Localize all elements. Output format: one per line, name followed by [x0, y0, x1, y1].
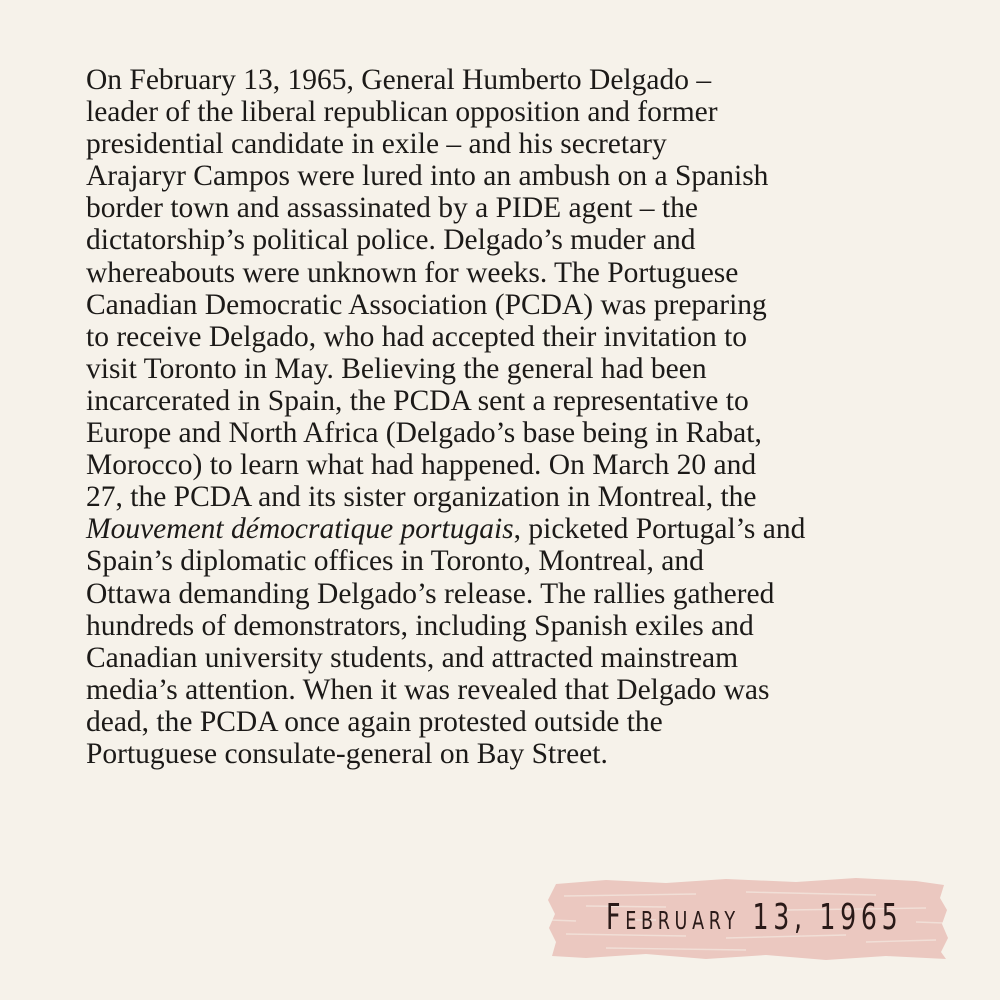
text-line: Portuguese consulate-general on Bay Street.: [86, 737, 608, 770]
text-line: to receive Delgado, who had accepted their invitation to: [86, 320, 748, 353]
text-line: Canadian university students, and attracted mainstream: [86, 641, 739, 674]
text-line: visit Toronto in May. Believing the general had been: [86, 352, 707, 385]
text-line: Europe and North Africa (Delgado’s base being in Rabat,: [86, 417, 762, 450]
text-line: Ottawa demanding Delgado’s release. The rallies gathered: [86, 577, 775, 610]
text-line: Morocco) to learn what had happened. On March 20 and: [86, 449, 757, 482]
text-line: Canadian Democratic Association (PCDA) was preparing: [86, 288, 767, 321]
date-tag: [546, 876, 950, 962]
date-label: February 13, 1965: [606, 897, 903, 938]
text-line: hundreds of demonstrators, including Spanish exiles and: [86, 609, 754, 642]
text-line: On February 13, 1965, General Humberto Delgado –: [86, 64, 712, 96]
text-line: whereabouts were unknown for weeks. The Portuguese: [86, 256, 739, 289]
article-text: [86, 64, 926, 770]
text-line: leader of the liberal republican opposition and former: [86, 96, 718, 129]
text-line: Spain’s diplomatic offices in Toronto, Montreal, and: [86, 545, 704, 578]
text-line: [86, 513, 926, 545]
text-line: dead, the PCDA once again protested outside the: [86, 705, 663, 738]
text-line-rest: , picketed Portugal’s and: [513, 513, 806, 546]
text-line: incarcerated in Spain, the PCDA sent a representative to: [86, 384, 749, 417]
text-line: border town and assassinated by a PIDE agent – the: [86, 192, 698, 225]
text-line: Arajaryr Campos were lured into an ambush on a Spanish: [86, 160, 769, 193]
italic-organization-name: Mouvement démocratique portugais: [86, 513, 514, 546]
text-line: presidential candidate in exile – and his secretary: [86, 128, 667, 161]
text-line: 27, the PCDA and its sister organization in Montreal, the: [86, 481, 757, 514]
text-line: media’s attention. When it was revealed that Delgado was: [86, 673, 770, 706]
text-line: dictatorship’s political police. Delgado’s muder and: [86, 224, 696, 257]
